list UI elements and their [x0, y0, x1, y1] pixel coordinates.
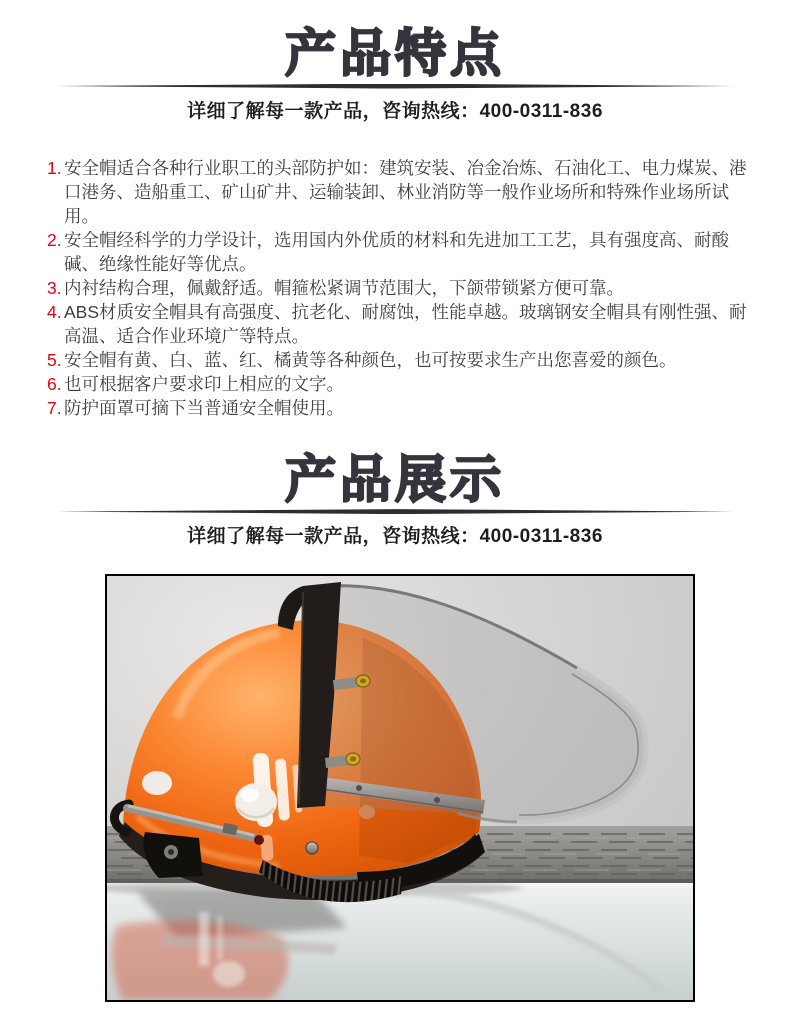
feature-text: 安全帽经科学的力学设计，选用国内外优质的材料和先进加工工艺，具有强度高、耐酸碱、绝缘性能好等优点。	[64, 229, 729, 274]
display-header	[0, 420, 790, 549]
feature-text: 内衬结构合理，佩戴舒适。帽箍松紧调节范围大，下颌带锁紧方便可靠。	[64, 277, 624, 298]
feature-text: 也可根据客户要求印上相应的文字。	[64, 373, 344, 394]
feature-number: 3.	[47, 277, 62, 298]
feature-number: 1.	[47, 157, 62, 178]
features-section	[0, 0, 790, 420]
feature-number: 7.	[47, 397, 62, 418]
feature-text: ABS材质安全帽具有高强度、抗老化、耐腐蚀，性能卓越。玻璃钢安全帽具有刚性强、耐高温、适合作业环境广等特点。	[64, 301, 747, 346]
feature-item	[47, 228, 748, 276]
features-subtitle: 详细了解每一款产品，咨询热线：400-0311-836	[187, 100, 603, 122]
feature-item	[47, 156, 748, 228]
feature-number: 4.	[47, 301, 62, 322]
display-section	[0, 420, 790, 1003]
feature-item	[47, 348, 748, 372]
product-photo	[105, 574, 695, 1002]
helmet-photo-illustration	[107, 576, 693, 1000]
helmet-side-button-small	[142, 771, 172, 795]
feature-text: 安全帽适合各种行业职工的头部防护如：建筑安装、冶金冶炼、石油化工、电力煤炭、港口港务、造船重工、矿山矿井、运输装卸、林业消防等一般作业场所和特殊作业场所试用。	[64, 157, 747, 226]
display-title: 产品展示	[284, 450, 505, 508]
feature-text: 安全帽有黄、白、蓝、红、橘黄等各种颜色，也可按要求生产出您喜爱的颜色。	[64, 349, 677, 370]
features-divider	[56, 84, 734, 89]
feature-number: 2.	[47, 229, 62, 250]
feature-number: 5.	[47, 349, 62, 370]
display-subtitle: 详细了解每一款产品，咨询热线：400-0311-836	[187, 526, 603, 548]
feature-text: 防护面罩可摘下当普通安全帽使用。	[64, 397, 344, 418]
feature-item	[47, 372, 748, 396]
features-title: 产品特点	[284, 25, 505, 82]
feature-item	[47, 276, 748, 300]
feature-item	[47, 396, 748, 420]
feature-number: 6.	[47, 373, 62, 394]
feature-list	[47, 156, 748, 420]
helmet-side-button	[235, 783, 277, 821]
feature-item	[47, 300, 748, 348]
display-divider	[56, 509, 734, 514]
features-header	[0, 0, 790, 123]
